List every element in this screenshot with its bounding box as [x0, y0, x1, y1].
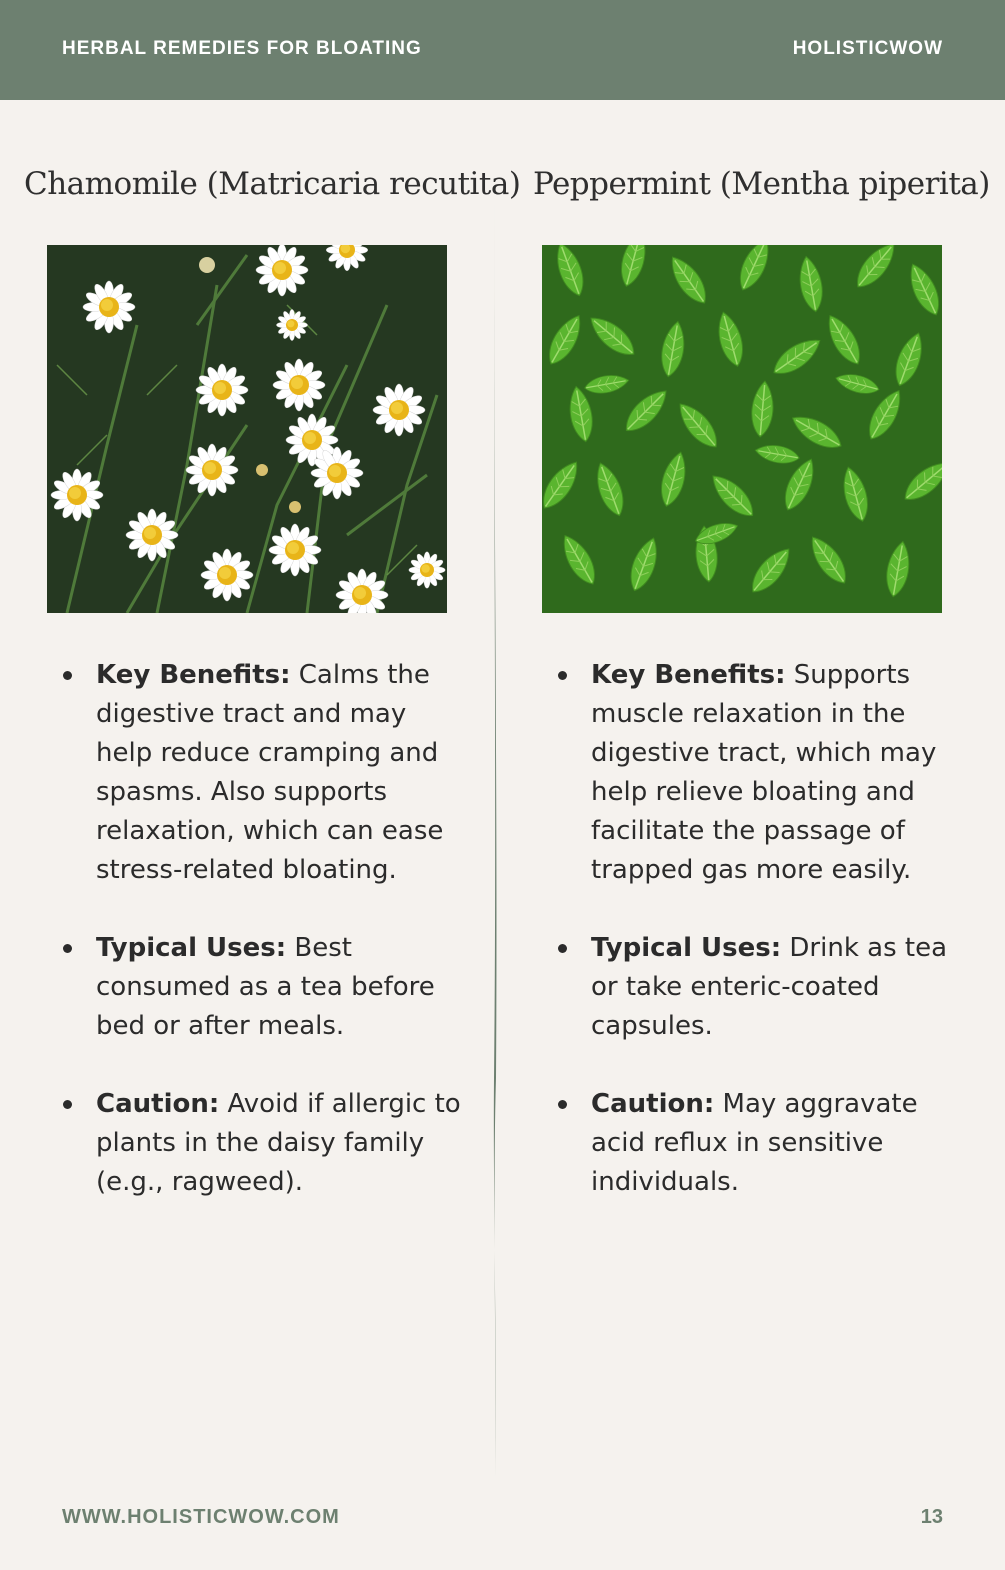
caution-label: Caution:	[96, 1089, 220, 1119]
herb-title-chamomile: Chamomile (Matricaria recutita)	[24, 166, 521, 202]
peppermint-photo	[542, 245, 942, 613]
benefits-label: Key Benefits:	[96, 660, 291, 690]
herb-title-peppermint: Peppermint (Mentha piperita)	[533, 166, 990, 202]
benefits-text: Supports muscle relaxation in the digestive tract, which may help relieve bloating and facilitate the passage of trapped gas more easily.	[591, 660, 937, 885]
chamomile-photo	[47, 245, 447, 613]
list-item	[96, 929, 466, 1046]
header-title: HERBAL REMEDIES FOR BLOATING	[62, 38, 422, 59]
header-brand: HOLISTICWOW	[792, 38, 943, 59]
caution-text: May aggravate acid reflux in sensitive individuals.	[591, 1089, 918, 1197]
caution-text: Avoid if allergic to plants in the daisy family (e.g., ragweed).	[96, 1089, 461, 1197]
uses-text: Best consumed as a tea before bed or after meals.	[96, 933, 435, 1041]
list-item	[591, 1085, 951, 1202]
column-divider	[492, 198, 498, 1476]
list-item	[591, 656, 951, 890]
uses-text: Drink as tea or take enteric-coated capsules.	[591, 933, 948, 1041]
page-number: 13	[920, 1506, 943, 1528]
chamomile-bullet-list	[96, 656, 466, 1241]
caution-label: Caution:	[591, 1089, 715, 1119]
uses-label: Typical Uses:	[96, 933, 287, 963]
footer-url[interactable]: WWW.HOLISTICWOW.COM	[62, 1506, 340, 1528]
benefits-label: Key Benefits:	[591, 660, 786, 690]
page-header	[0, 0, 1005, 100]
list-item	[96, 656, 466, 890]
list-item	[96, 1085, 466, 1202]
benefits-text: Calms the digestive tract and may help reduce cramping and spasms. Also supports relaxation, which can ease stress-related bloating.	[96, 660, 444, 885]
uses-label: Typical Uses:	[591, 933, 782, 963]
peppermint-bullet-list	[591, 656, 951, 1241]
list-item	[591, 929, 951, 1046]
